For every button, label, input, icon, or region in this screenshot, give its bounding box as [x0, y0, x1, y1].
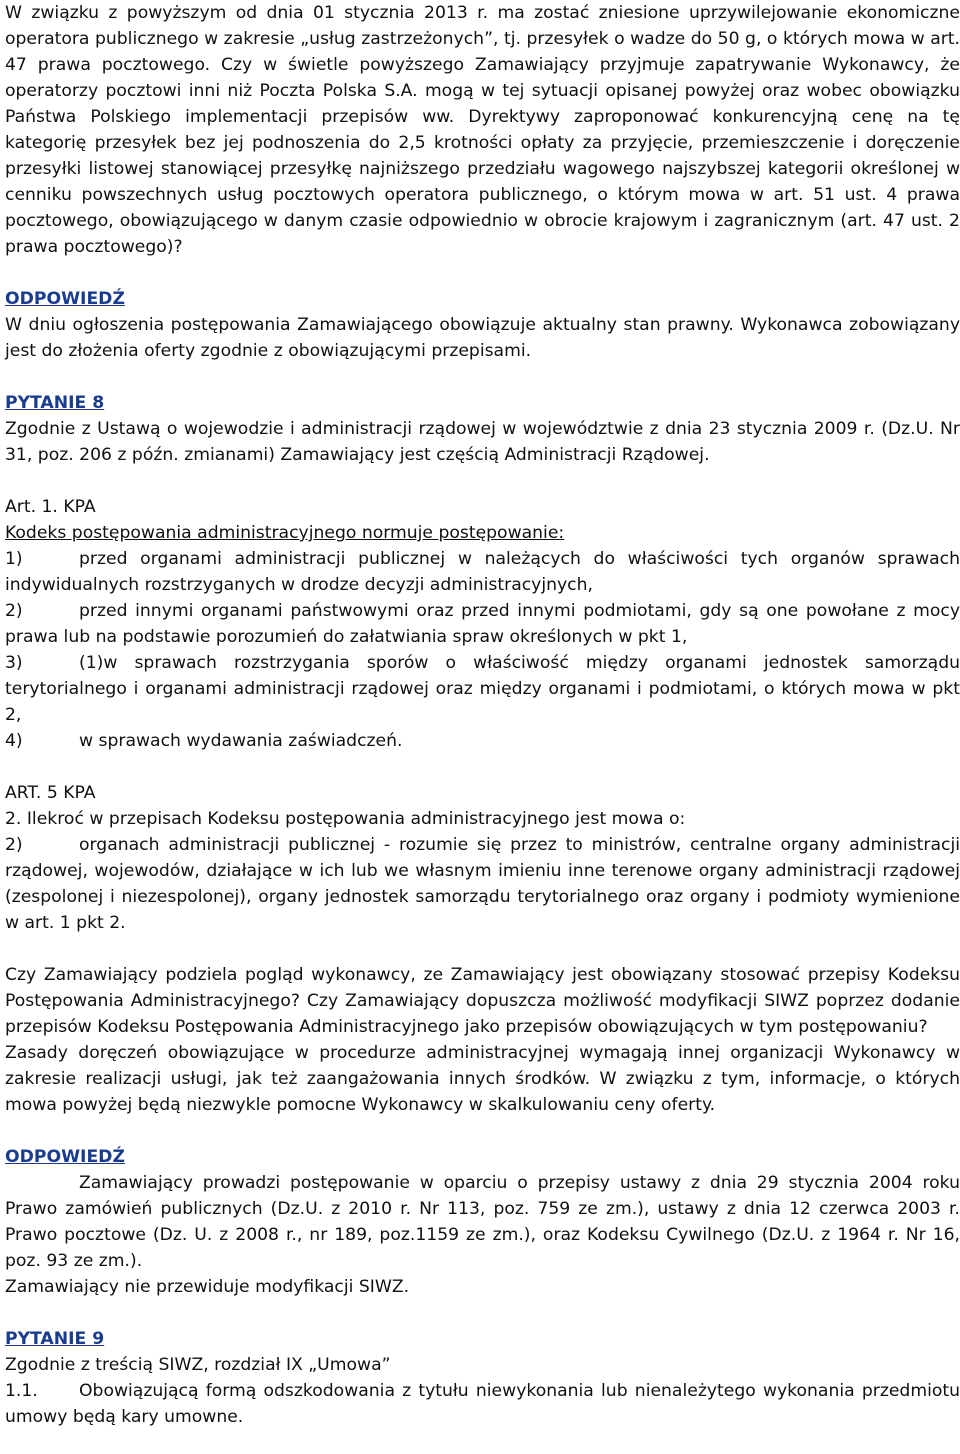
- list-item-number: 3): [5, 653, 23, 673]
- art1-list-item: [5, 598, 960, 650]
- spacer: [5, 364, 960, 390]
- list-item-text: organach administracji publicznej - rozumie się przez to ministrów, centralne organy administracji rządowej, wojewodów, działające w ich lub we własnym imieniu inne terenowe organy administracji rządowej (zespolonej i niezespolonej), organy jednostek samorządu terytorialnego oraz organy i podmioty wymienione w art. 1 pkt 2.: [5, 835, 960, 933]
- spacer: [5, 260, 960, 286]
- list-item-text: (1)w sprawach rozstrzygania sporów o właściwość między organami jednostek samorządu terytorialnego i organami administracji rządowej oraz między organami i podmiotami, o których mowa w pkt 2,: [5, 653, 960, 725]
- list-item-text: przed innymi organami państwowymi oraz przed innymi podmiotami, gdy są one powołane z mocy prawa lub na podstawie porozumień do załatwiania spraw określonych w pkt 1,: [5, 601, 960, 647]
- question-8-question-2: Zasady doręczeń obowiązujące w procedurze administracyjnej wymagają innej organizacji Wykonawcy w zakresie realizacji usługi, jak też zaangażowania innych środków. W związku z tym, informacje, o których mowa powyżej będą niezwykle pomocne Wykonawcy w skalkulowaniu ceny oferty.: [5, 1043, 960, 1115]
- list-item-number: 4): [5, 731, 23, 751]
- answer-2-heading: ODPOWIEDŹ: [5, 1147, 125, 1167]
- list-item-number: 1.1.: [5, 1381, 38, 1401]
- spacer: [5, 754, 960, 780]
- art1-lead: Kodeks postępowania administracyjnego normuje postępowanie:: [5, 523, 565, 543]
- spacer: [5, 1300, 960, 1326]
- question-8-question: Czy Zamawiający podziela pogląd wykonawcy, ze Zamawiający jest obowiązany stosować przepisy Kodeksu Postępowania Administracyjnego? Czy Zamawiający dopuszcza możliwość modyfikacji SIWZ poprzez dodanie przepisów Kodeksu Postępowania Administracyjnego jako przepisów obowiązujących w tym postępowaniu?: [5, 965, 960, 1037]
- spacer: [5, 468, 960, 494]
- question-9-heading: PYTANIE 9: [5, 1329, 105, 1349]
- list-item-text: przed organami administracji publicznej w należących do właściwości tych organów sprawach indywidualnych rozstrzyganych w drodze decyzji administracyjnych,: [5, 549, 960, 595]
- answer-2-text-2: Zamawiający nie przewiduje modyfikacji SIWZ.: [5, 1277, 410, 1297]
- list-item-number: 2): [5, 601, 23, 621]
- spacer: [5, 1118, 960, 1144]
- answer-heading: ODPOWIEDŹ: [5, 289, 125, 309]
- list-item-text: w sprawach wydawania zaświadczeń.: [79, 731, 403, 751]
- question-9-list: [5, 1378, 960, 1430]
- art1-title: Art. 1. KPA: [5, 497, 96, 517]
- spacer: [5, 936, 960, 962]
- answer-text: W dniu ogłoszenia postępowania Zamawiającego obowiązuje aktualny stan prawny. Wykonawca zobowiązany jest do złożenia oferty zgodnie z obowiązującymi przepisami.: [5, 315, 960, 361]
- art1-list-item: [5, 546, 960, 598]
- question-8-heading: PYTANIE 8: [5, 393, 105, 413]
- question-9-intro: Zgodnie z treścią SIWZ, rozdział IX „Umowa”: [5, 1355, 391, 1375]
- answer-2-text: Zamawiający prowadzi postępowanie w oparciu o przepisy ustawy z dnia 29 stycznia 2004 roku Prawo zamówień publicznych (Dz.U. z 2010 r. Nr 113, poz. 759 ze zm.), ustawy z dnia 12 czerwca 2003 r. Prawo pocztowe (Dz. U. z 2008 r., nr 189, poz.1159 ze zm.), oraz Kodeksu Cywilnego (Dz.U. z 1964 r. Nr 16, poz. 93 ze zm.).: [5, 1173, 960, 1271]
- document-page: [5, 0, 960, 1430]
- art5-title: ART. 5 KPA: [5, 783, 96, 803]
- art5-list: [5, 832, 960, 936]
- question-9-list-item: [5, 1378, 960, 1430]
- art1-list-item: [5, 728, 960, 754]
- list-item-number: 1): [5, 549, 23, 569]
- question-8-intro: Zgodnie z Ustawą o wojewodzie i administracji rządowej w województwie z dnia 23 stycznia 2009 r. (Dz.U. Nr 31, poz. 206 z późn. zmianami) Zamawiający jest częścią Administracji Rządowej.: [5, 419, 960, 465]
- art1-list-item: [5, 650, 960, 728]
- list-item-number: 2): [5, 835, 23, 855]
- art5-lead: 2. Ilekroć w przepisach Kodeksu postępowania administracyjnego jest mowa o:: [5, 809, 686, 829]
- art1-list: [5, 546, 960, 754]
- intro-paragraph: W związku z powyższym od dnia 01 stycznia 2013 r. ma zostać zniesione uprzywilejowanie ekonomiczne operatora publicznego w zakresie „usług zastrzeżonych”, tj. przesyłek o wadze do 50 g, o których mowa w art. 47 prawa pocztowego. Czy w świetle powyższego Zamawiający przyjmuje zapatrywanie Wykonawcy, że operatorzy pocztowi inni niż Poczta Polska S.A. mogą w tej sytuacji opisanej powyżej oraz wobec obowiązku Państwa Polskiego implementacji przepisów ww. Dyrektywy zaproponować konkurencyjną cenę na tę kategorię przesyłek bez jej podnoszenia do 2,5 krotności opłaty za przyjęcie, przemieszczenie i doręczenie przesyłki listowej stanowiącej przesyłkę najniższego przedziału wagowego najszybszej kategorii określonej w cenniku powszechnych usług pocztowych operatora publicznego, o którym mowa w art. 51 ust. 4 prawa pocztowego, obowiązującego w danym czasie odpowiednio w obrocie krajowym i zagranicznym (art. 47 ust. 2 prawa pocztowego)?: [5, 3, 960, 257]
- list-item-text: Obowiązującą formą odszkodowania z tytułu niewykonania lub nienależytego wykonania przedmiotu umowy będą kary umowne.: [5, 1381, 960, 1427]
- art5-list-item: [5, 832, 960, 936]
